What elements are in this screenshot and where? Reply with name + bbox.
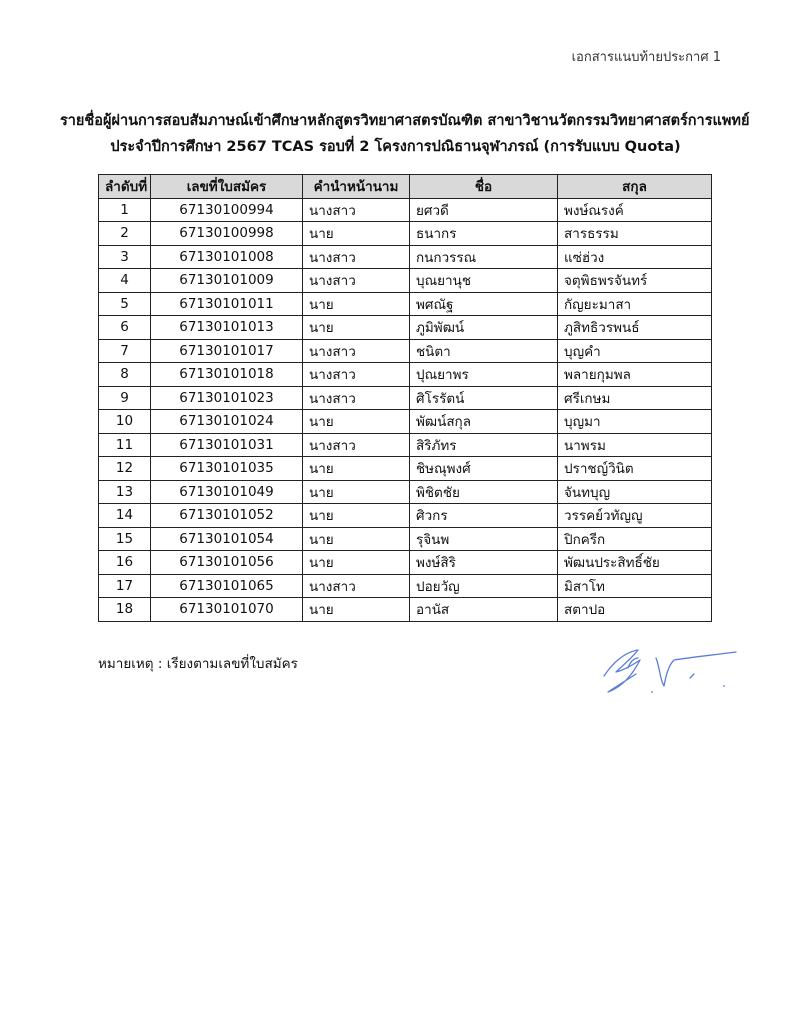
cell-application-no: 67130101023 <box>151 386 303 410</box>
cell-first-name: พงษ์สิริ <box>410 551 558 575</box>
title-line-1: รายชื่อผู้ผ่านการสอบสัมภาษณ์เข้าศึกษาหลักสูตรวิทยาศาสตรบัณฑิต สาขาวิชานวัตกรรมวิทยาศาสตร์การแพทย์ <box>60 113 750 129</box>
cell-last-name: สตาปอ <box>558 598 712 622</box>
cell-application-no: 67130101070 <box>151 598 303 622</box>
cell-application-no: 67130100998 <box>151 222 303 246</box>
cell-first-name: พิชิตชัย <box>410 480 558 504</box>
table-row <box>99 363 712 387</box>
cell-last-name: วรรคย์วทัญญู <box>558 504 712 528</box>
cell-order: 16 <box>99 551 151 575</box>
cell-prefix: นาย <box>303 504 410 528</box>
cell-last-name: บุญคำ <box>558 339 712 363</box>
table-row <box>99 410 712 434</box>
header-last-name: สกุล <box>558 175 712 199</box>
table-row <box>99 245 712 269</box>
cell-order: 2 <box>99 222 151 246</box>
cell-order: 10 <box>99 410 151 434</box>
cell-order: 14 <box>99 504 151 528</box>
header-order: ลำดับที่ <box>99 175 151 199</box>
cell-prefix: นางสาว <box>303 198 410 222</box>
cell-last-name: จันทบุญ <box>558 480 712 504</box>
cell-order: 8 <box>99 363 151 387</box>
cell-prefix: นางสาว <box>303 339 410 363</box>
cell-first-name: ธนากร <box>410 222 558 246</box>
cell-order: 13 <box>99 480 151 504</box>
cell-last-name: ศรีเกษม <box>558 386 712 410</box>
cell-last-name: ภูสิทธิวรพนธ์ <box>558 316 712 340</box>
cell-application-no: 67130101054 <box>151 527 303 551</box>
cell-first-name: พัฒน์สกุล <box>410 410 558 434</box>
table-row <box>99 480 712 504</box>
cell-order: 11 <box>99 433 151 457</box>
cell-last-name: กัญยะมาสา <box>558 292 712 316</box>
header-application-no: เลขที่ใบสมัคร <box>151 175 303 199</box>
cell-first-name: ยศวดี <box>410 198 558 222</box>
cell-application-no: 67130101056 <box>151 551 303 575</box>
cell-last-name: ปิกครีก <box>558 527 712 551</box>
cell-order: 3 <box>99 245 151 269</box>
document-title <box>60 108 750 160</box>
cell-last-name: แซ่ฮ่วง <box>558 245 712 269</box>
cell-prefix: นาย <box>303 222 410 246</box>
cell-prefix: นาย <box>303 551 410 575</box>
cell-application-no: 67130101035 <box>151 457 303 481</box>
cell-application-no: 67130101049 <box>151 480 303 504</box>
table-row <box>99 386 712 410</box>
cell-last-name: จตุพิธพรจันทร์ <box>558 269 712 293</box>
cell-first-name: ศิโรรัตน์ <box>410 386 558 410</box>
cell-application-no: 67130101013 <box>151 316 303 340</box>
cell-last-name: ปราชญ์วินิต <box>558 457 712 481</box>
cell-prefix: นาย <box>303 457 410 481</box>
signature-dot <box>723 685 725 687</box>
cell-order: 4 <box>99 269 151 293</box>
cell-first-name: อานัส <box>410 598 558 622</box>
cell-first-name: ภูมิพัฒน์ <box>410 316 558 340</box>
cell-prefix: นางสาว <box>303 386 410 410</box>
signature-stroke <box>656 652 736 686</box>
cell-application-no: 67130101031 <box>151 433 303 457</box>
cell-order: 6 <box>99 316 151 340</box>
cell-order: 18 <box>99 598 151 622</box>
cell-application-no: 67130100994 <box>151 198 303 222</box>
cell-prefix: นาย <box>303 598 410 622</box>
table-row <box>99 457 712 481</box>
cell-last-name: นาพรม <box>558 433 712 457</box>
cell-last-name: พงษ์ณรงค์ <box>558 198 712 222</box>
attachment-note: เอกสารแนบท้ายประกาศ 1 <box>571 50 721 65</box>
table-row <box>99 504 712 528</box>
cell-first-name: รุจินพ <box>410 527 558 551</box>
table-row <box>99 269 712 293</box>
cell-first-name: ชนิตา <box>410 339 558 363</box>
signature-stroke <box>604 650 640 692</box>
cell-first-name: บุณยานุช <box>410 269 558 293</box>
table-row <box>99 222 712 246</box>
cell-last-name: มิสาโท <box>558 574 712 598</box>
cell-application-no: 67130101009 <box>151 269 303 293</box>
table-row <box>99 339 712 363</box>
cell-first-name: ปอยวัญ <box>410 574 558 598</box>
cell-order: 5 <box>99 292 151 316</box>
cell-application-no: 67130101017 <box>151 339 303 363</box>
cell-order: 12 <box>99 457 151 481</box>
remark-note: หมายเหตุ : เรียงตามเลขที่ใบสมัคร <box>98 656 298 672</box>
title-line-2: ประจำปีการศึกษา 2567 TCAS รอบที่ 2 โครงการปณิธานจุฬาภรณ์ (การรับแบบ Quota) <box>110 139 681 155</box>
candidate-table <box>98 174 712 622</box>
cell-prefix: นางสาว <box>303 574 410 598</box>
cell-application-no: 67130101065 <box>151 574 303 598</box>
cell-application-no: 67130101024 <box>151 410 303 434</box>
cell-last-name: สารธรรม <box>558 222 712 246</box>
cell-application-no: 67130101011 <box>151 292 303 316</box>
table-row <box>99 292 712 316</box>
cell-prefix: นาย <box>303 316 410 340</box>
cell-order: 9 <box>99 386 151 410</box>
cell-application-no: 67130101008 <box>151 245 303 269</box>
cell-first-name: พศณัฐ <box>410 292 558 316</box>
cell-last-name: พลายกุมพล <box>558 363 712 387</box>
table-row <box>99 316 712 340</box>
cell-prefix: นางสาว <box>303 245 410 269</box>
cell-prefix: นาย <box>303 527 410 551</box>
signature-image <box>594 628 744 703</box>
table-body <box>99 198 712 621</box>
cell-order: 15 <box>99 527 151 551</box>
cell-first-name: กนกวรรณ <box>410 245 558 269</box>
cell-last-name: พัฒนประสิทธิ์ชัย <box>558 551 712 575</box>
table-row <box>99 198 712 222</box>
cell-first-name: ศิวกร <box>410 504 558 528</box>
table-row <box>99 433 712 457</box>
header-first-name: ชื่อ <box>410 175 558 199</box>
cell-application-no: 67130101052 <box>151 504 303 528</box>
signature-dot <box>651 691 653 693</box>
cell-prefix: นางสาว <box>303 433 410 457</box>
table-row <box>99 527 712 551</box>
cell-prefix: นาย <box>303 292 410 316</box>
cell-first-name: ปุณยาพร <box>410 363 558 387</box>
cell-application-no: 67130101018 <box>151 363 303 387</box>
cell-order: 1 <box>99 198 151 222</box>
cell-prefix: นางสาว <box>303 269 410 293</box>
table-row <box>99 598 712 622</box>
cell-first-name: ชิษณุพงศ์ <box>410 457 558 481</box>
table-header-row <box>99 175 712 199</box>
cell-last-name: บุญมา <box>558 410 712 434</box>
cell-prefix: นาย <box>303 410 410 434</box>
cell-prefix: นาย <box>303 480 410 504</box>
header-prefix: คำนำหน้านาม <box>303 175 410 199</box>
table-row <box>99 551 712 575</box>
cell-order: 7 <box>99 339 151 363</box>
cell-first-name: สิริภัทร <box>410 433 558 457</box>
cell-prefix: นางสาว <box>303 363 410 387</box>
cell-order: 17 <box>99 574 151 598</box>
table-row <box>99 574 712 598</box>
signature-stroke <box>690 674 694 678</box>
